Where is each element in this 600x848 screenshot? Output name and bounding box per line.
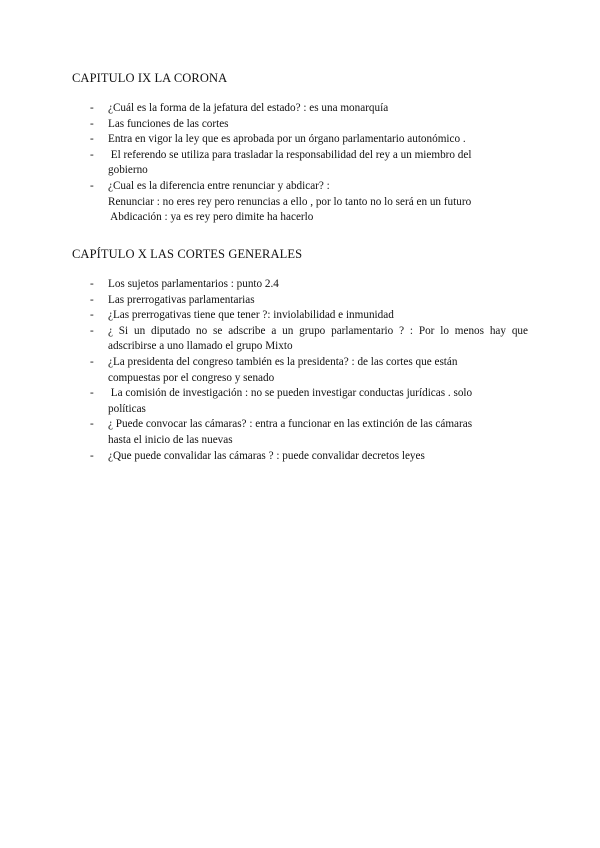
list-item [0, 277, 528, 293]
item-text-continued: gobierno [108, 164, 148, 177]
definition-renunciar: Renunciar : no eres rey pero renuncias a ello , por lo tanto no lo será en un futuro [108, 195, 472, 208]
list-item [0, 449, 528, 465]
item-text: ¿Cual es la diferencia entre renunciar y abdicar? : [108, 179, 330, 192]
item-text: ¿Que puede convalidar las cámaras ? : puede convalidar decretos leyes [108, 449, 425, 462]
item-text: El referendo se utiliza para trasladar la responsabilidad del rey a un miembro del [108, 148, 472, 161]
item-text-continued: compuestas por el congreso y senado [108, 371, 275, 384]
item-text: La comisión de investigación : no se pueden investigar conductas jurídicas . solo [108, 387, 473, 400]
section-list-cortes-generales [0, 277, 528, 464]
item-text: ¿ Si un diputado no se adscribe a un grupo parlamentario ? : Por lo menos hay que [108, 324, 528, 337]
section-heading-cortes-generales: CAPÍTULO X LAS CORTES GENERALES [72, 247, 303, 261]
item-text: Los sujetos parlamentarios : punto 2.4 [108, 278, 279, 290]
item-text: ¿Cuál es la forma de la jefatura del estado? : es una monarquía [108, 102, 389, 114]
list-item [0, 293, 528, 309]
bullet-dash: - [90, 324, 94, 337]
bullet-dash: - [90, 179, 94, 192]
list-item [0, 386, 528, 417]
item-text: ¿La presidenta del congreso también es la presidenta? : de las cortes que están [108, 355, 458, 368]
item-text: ¿ Puede convocar las cámaras? : entra a funcionar en las extinción de las cámaras [108, 418, 473, 431]
bullet-dash: - [90, 309, 94, 322]
bullet-dash: - [90, 117, 94, 130]
bullet-dash: - [90, 133, 94, 146]
bullet-dash: - [90, 449, 94, 462]
bullet-dash: - [90, 355, 94, 368]
item-text: ¿Las prerrogativas tiene que tener ?: inviolabilidad e inmunidad [108, 309, 394, 322]
bullet-dash: - [90, 102, 94, 114]
section-list-la-corona [0, 101, 528, 226]
bullet-dash: - [90, 387, 94, 400]
list-item [0, 179, 528, 226]
list-item [0, 101, 528, 117]
item-text-continued: políticas [108, 402, 146, 415]
bullet-dash: - [90, 278, 94, 290]
list-item [0, 355, 528, 386]
item-text: Las funciones de las cortes [108, 117, 229, 130]
item-text: Entra en vigor la ley que es aprobada por un órgano parlamentario autonómico . [108, 133, 466, 146]
bullet-dash: - [90, 418, 94, 431]
section-heading-la-corona: CAPITULO IX LA CORONA [72, 71, 228, 85]
list-item [0, 117, 528, 133]
item-text-continued: hasta el inicio de las nuevas [108, 433, 233, 446]
list-item [0, 132, 528, 148]
item-text-continued: adscribirse a uno llamado el grupo Mixto [108, 340, 293, 353]
definition-abdicacion: Abdicación : ya es rey pero dimite ha hacerlo [108, 211, 314, 224]
list-item [0, 308, 528, 324]
bullet-dash: - [90, 293, 94, 306]
list-item [0, 417, 528, 448]
item-text: Las prerrogativas parlamentarias [108, 293, 255, 306]
bullet-dash: - [90, 148, 94, 161]
list-item [0, 148, 528, 179]
list-item [0, 324, 528, 355]
